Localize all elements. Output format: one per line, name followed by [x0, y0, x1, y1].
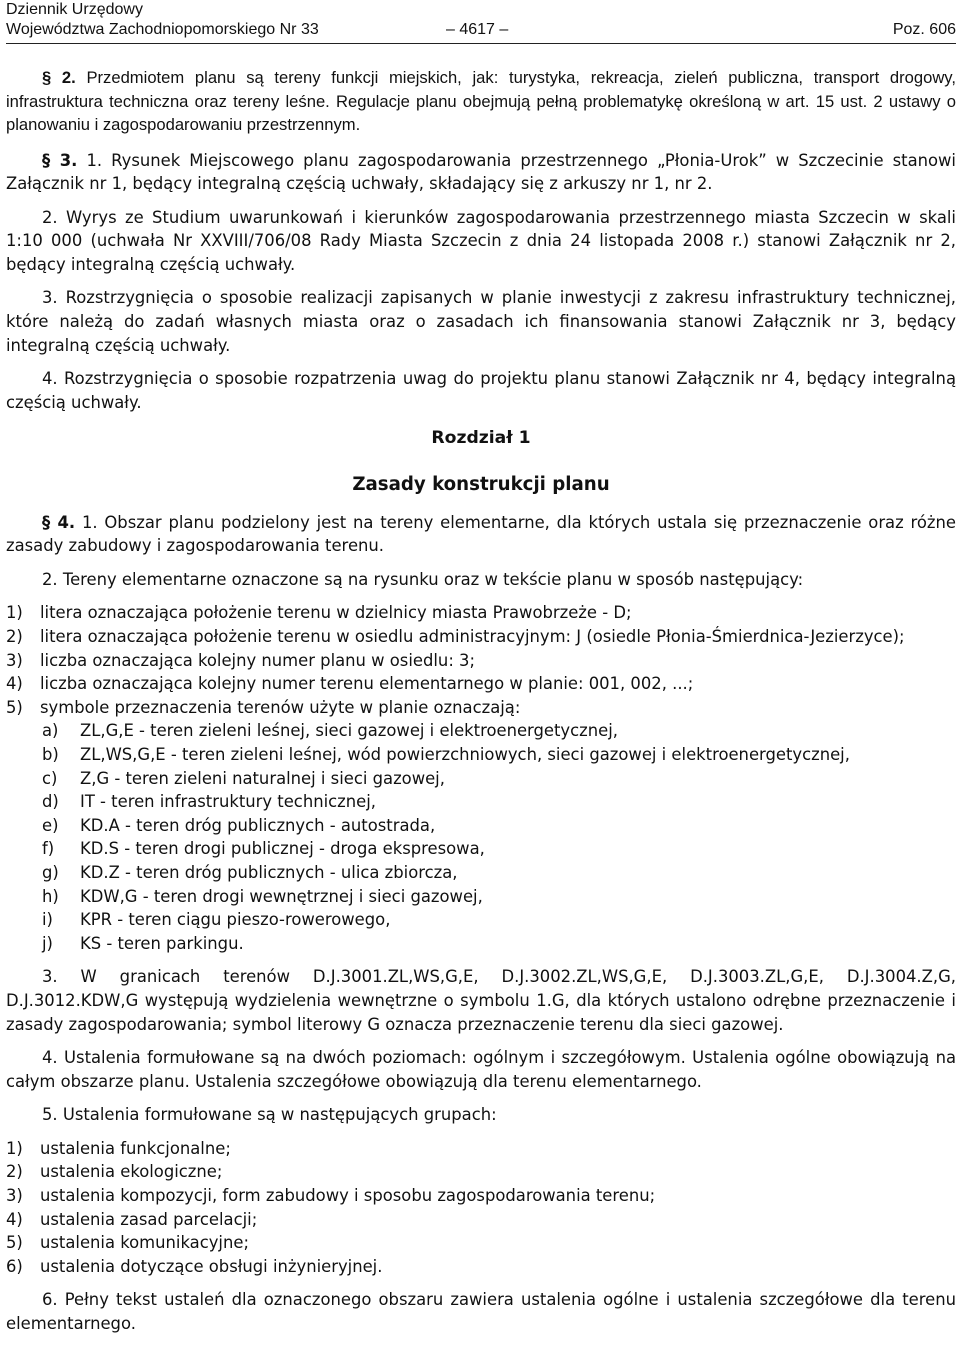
journal-subtitle: Województwa Zachodniopomorskiego Nr 33 [6, 21, 319, 38]
document-page [6, 0, 956, 1336]
list-item: 5) symbole przeznaczenia terenów użyte w planie oznaczają: [6, 697, 521, 717]
section-mark: § 3. [42, 150, 78, 170]
paragraph-s4-2: 2. Tereny elementarne oznaczone są na rysunku oraz w tekście planu w sposób następujący: [42, 569, 804, 589]
chapter-title: Zasady konstrukcji planu [352, 474, 610, 496]
paragraph-s3-3: 3. Rozstrzygnięcia o sposobie realizacji zapisanych w planie inwestycji z zakresu infrastruktury technicznej, które należą do zadań własnych miasta oraz o zasadach ich finansowania stanowi Załącznik nr 3, będący integralną częścią uchwały. [6, 288, 956, 355]
list-item: 3) liczba oznaczająca kolejny numer planu w osiedlu: 3; [6, 650, 476, 670]
sublist-item: f) KD.S - teren drogi publicznej - droga ekspresowa, [42, 839, 485, 859]
group-list [6, 1137, 956, 1279]
sublist-item: c) Z,G - teren zieleni naturalnej i sieci gazowej, [42, 768, 445, 788]
list-item: 2) litera oznaczająca położenie terenu w osiedlu administracyjnym: J (osiedle Płonia-Śmierdnica-Jezierzyce); [6, 627, 905, 646]
paragraph-s3-2: 2. Wyrys ze Studium uwarunkowań i kierunków zagospodarowania przestrzennego miasta Szczecin w skali 1:10 000 (uchwała Nr XXVIII/706/08 Rady Miasta Szczecin z dnia 24 listopada 2008 r.) stanowi Załącznik nr 2, będący integralną częścią uchwały. [6, 207, 956, 274]
paragraph-s4-4: 4. Ustalenia formułowane są na dwóch poziomach: ogólnym i szczegółowym. Ustalenia ogólne obowiązują na całym obszarze planu. Ustalenia szczegółowe obowiązują dla terenu elementarnego. [6, 1048, 956, 1091]
list-item: 5) ustalenia komunikacyjne; [6, 1233, 249, 1253]
header-divider [6, 43, 956, 44]
sublist-item: e) KD.A - teren dróg publicznych - autostrada, [42, 815, 436, 835]
sublist-item: g) KD.Z - teren dróg publicznych - ulica zbiorcza, [42, 862, 458, 882]
list-item: 4) liczba oznaczająca kolejny numer terenu elementarnego w planie: 001, 002, ...; [6, 674, 694, 694]
paragraph-s4-6: 6. Pełny tekst ustaleń dla oznaczonego obszaru zawiera ustalenia ogólne i ustalenia szczegółowe dla terenu elementarnego. [6, 1290, 956, 1334]
list-item: 3) ustalenia kompozycji, form zabudowy i sposobu zagospodarowania terenu; [6, 1186, 656, 1206]
section-mark: § 2. [42, 68, 76, 87]
list-item: 2) ustalenia ekologiczne; [6, 1162, 223, 1182]
designation-list [6, 601, 956, 955]
list-item: 6) ustalenia dotyczące obsługi inżynieryjnej. [6, 1256, 383, 1276]
paragraph-s4-1 [6, 511, 956, 558]
page-number: – 4617 – [446, 21, 509, 38]
sublist-item: h) KDW,G - teren drogi wewnętrznej i sieci gazowej, [42, 886, 483, 906]
paragraph-s4-3: 3. W granicach terenów D.J.3001.ZL,WS,G,E, D.J.3002.ZL,WS,G,E, D.J.3003.ZL,G,E, D.J.3004.Z,G, D.J.3012.KDW,G występują wydzielenia wewnętrzne o symbolu 1.G, dla których ustalono odrębne przeznaczenie i zasady zagospodarowania; symbol literowy G oznacza przeznaczenie terenu dla sieci gazowej. [6, 967, 956, 1034]
paragraph-s3-1 [6, 149, 956, 196]
list-item: 1) ustalenia funkcjonalne; [6, 1138, 231, 1158]
sublist-item: d) IT - teren infrastruktury technicznej, [42, 792, 376, 812]
section-mark: § 4. [42, 512, 76, 532]
paragraph-text: 1. Obszar planu podzielony jest na tereny elementarne, dla których ustala się przeznaczenie oraz różne zasady zabudowy i zagospodarowania terenu. [6, 512, 956, 556]
sublist-item: a) ZL,G,E - teren zieleni leśnej, sieci gazowej i elektroenergetycznej, [42, 721, 618, 741]
journal-title: Dziennik Urzędowy [6, 1, 143, 18]
paragraph-s3-4: 4. Rozstrzygnięcia o sposobie rozpatrzenia uwag do projektu planu stanowi Załącznik nr 4, będący integralną częścią uchwały. [6, 369, 956, 412]
sublist-item: j) KS - teren parkingu. [42, 933, 244, 953]
sublist-item: b) ZL,WS,G,E - teren zieleni leśnej, wód powierzchniowych, sieci gazowej i elektroenergetycznej, [42, 744, 850, 764]
paragraph-s2 [6, 66, 956, 137]
paragraph-text: Przedmiotem planu są tereny funkcji miejskich, jak: turystyka, rekreacja, zieleń publiczna, transport drogowy, infrastruktura techniczna oraz tereny leśne. Regulacje planu obejmują pełną problematykę określoną w art. 15 ust. 2 ustawy o planowaniu i zagospodarowaniu przestrzennym. [6, 68, 956, 134]
sublist-item: i) KPR - teren ciągu pieszo-rowerowego, [42, 910, 391, 930]
chapter-number: Rozdział 1 [431, 428, 531, 449]
list-item: 1) litera oznaczająca położenie terenu w dzielnicy miasta Prawobrzeże - D; [6, 603, 632, 623]
position-number: Poz. 606 [892, 21, 956, 38]
page-header [6, 0, 956, 44]
paragraph-text: 1. Rysunek Miejscowego planu zagospodarowania przestrzennego „Płonia-Urok” w Szczecinie stanowi Załącznik nr 1, będący integralną częścią uchwały, składający się z arkuszy nr 1, nr 2. [6, 150, 956, 194]
paragraph-s4-5: 5. Ustalenia formułowane są w następujących grupach: [42, 1105, 497, 1125]
list-item: 4) ustalenia zasad parcelacji; [6, 1209, 258, 1229]
